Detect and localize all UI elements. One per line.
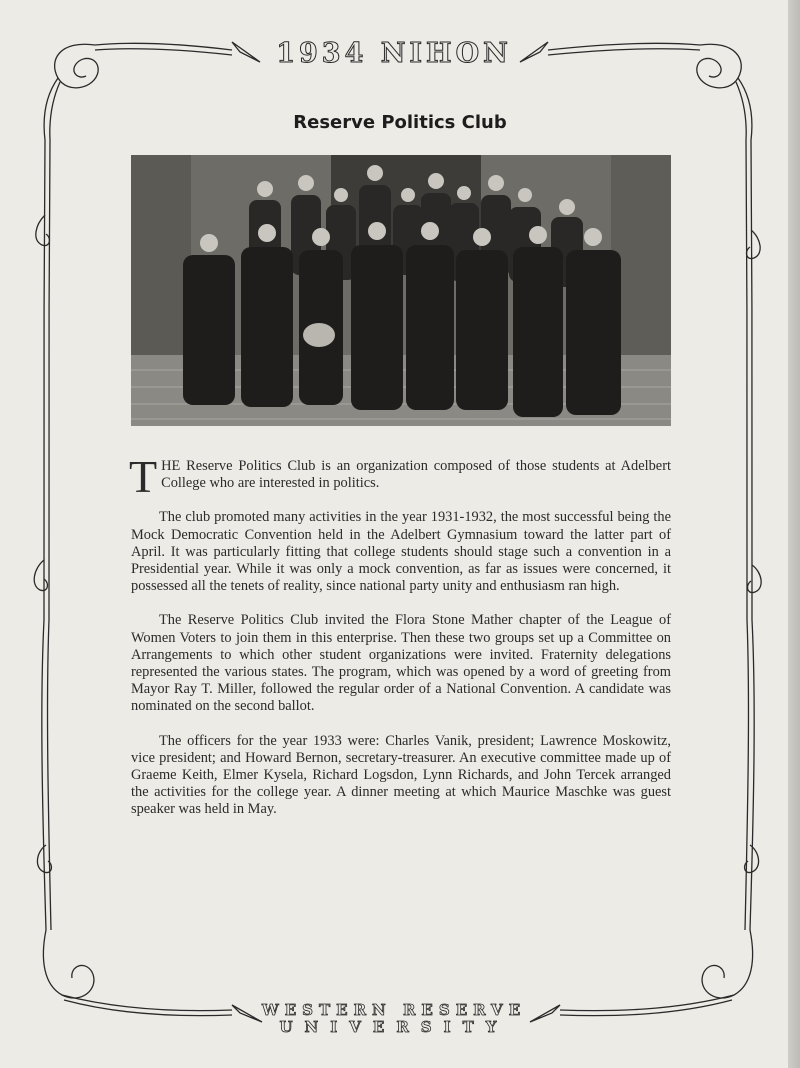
drop-cap: T	[129, 451, 158, 502]
article-body	[129, 451, 671, 836]
group-photo	[131, 155, 671, 426]
page-title: Reserve Politics Club	[293, 112, 507, 133]
footer-line-2: UNIVERSITY	[279, 1018, 509, 1036]
paragraph-4: The officers for the year 1933 were: Charles Vanik, president; Lawrence Moskowitz, vice president; and Howard Bernon, secretary-treasurer. An executive committee made up of Graeme Keith, Elmer Kysela, Richard Logsdon, Lynn Richards, and John Tercek arranged the activities for the college year. A dinner meeting at which Maurice Maschke was guest speaker was held in May.	[131, 732, 671, 818]
yearbook-header: 1934 NIHON	[276, 38, 512, 69]
footer-line-1: WESTERN RESERVE	[261, 1001, 527, 1019]
paragraph-1-text: HE Reserve Politics Club is an organization composed of those students at Adelbert College who are interested in politics.	[161, 458, 671, 492]
paragraph-3: The Reserve Politics Club invited the Flora Stone Mather chapter of the League of Women Voters to join them in this enterprise. Then these two groups set up a Committee on Arrangements to which other student organizations were invited. Fraternity delegations represented the various states. The program, which was opened by a word of greeting from Mayor Ray T. Miller, followed the regular order of a National Convention. A candidate was nominated on the second ballot.	[131, 612, 671, 715]
paragraph-2: The club promoted many activities in the year 1931-1932, the most successful being the Mock Democratic Convention held in the Adelbert Gymnasium toward the latter part of April. It was particularly fitting that college students should stage such a convention in a Presidential year. While it was only a mock convention, as far as issues were concerned, it possessed all the tenets of reality, since national party unity and enthusiasm ran high.	[131, 509, 671, 595]
paragraph-1	[129, 451, 671, 502]
page-edge	[788, 0, 800, 1068]
